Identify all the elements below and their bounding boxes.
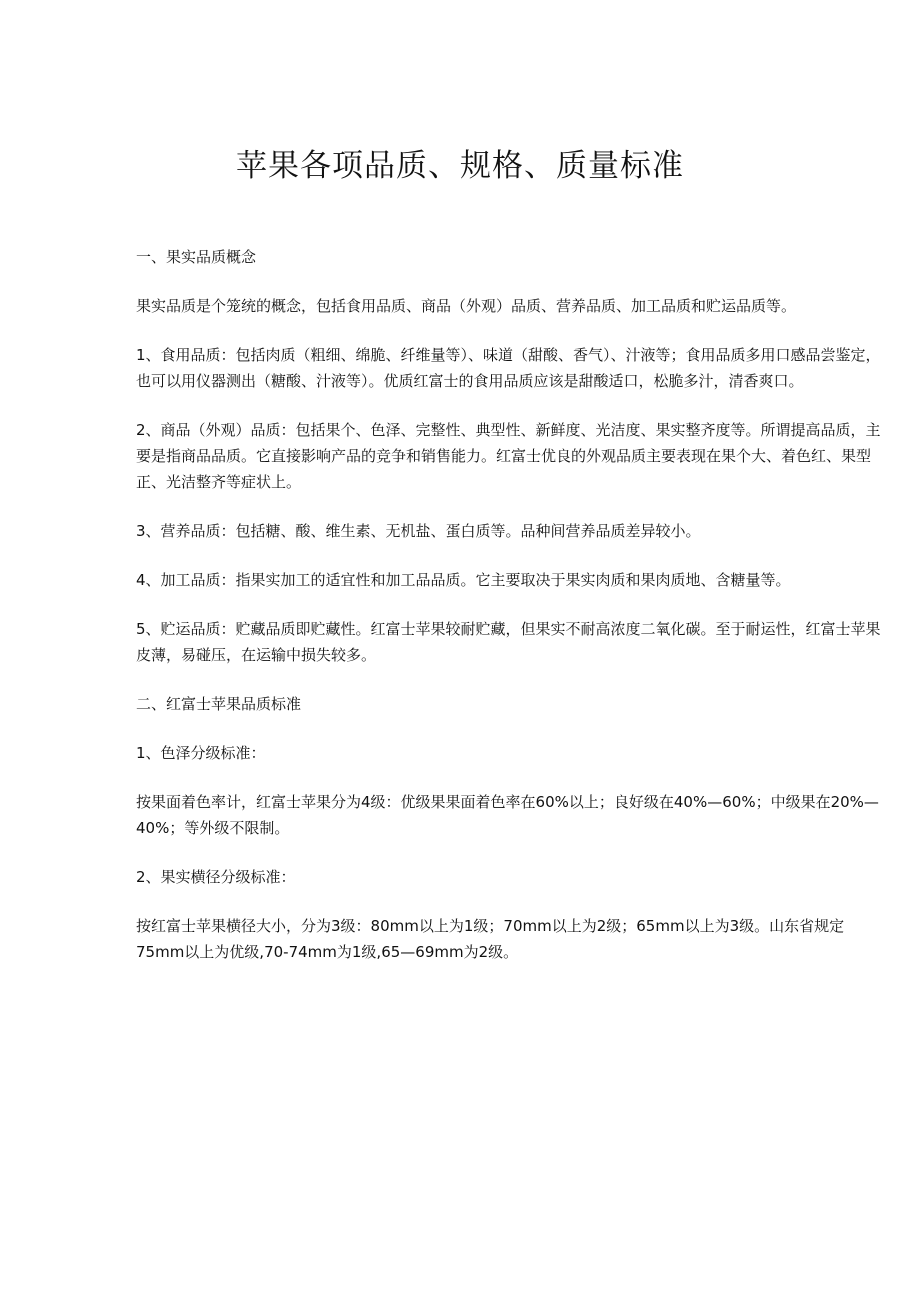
paragraph-color-grading: 按果面着色率计，红富士苹果分为4级：优级果果面着色率在60%以上；良好级在40%—60%；中级果在20%—40%；等外级不限制。: [136, 793, 879, 837]
paragraph-diameter-grading: 按红富士苹果横径大小，分为3级：80mm以上为1级；70mm以上为2级；65mm以上为3级。山东省规定75mm以上为优级,70-74mm为1级,65—69mm为2级。: [136, 917, 845, 961]
document-body: [136, 244, 881, 988]
paragraph-storage-quality: 5、贮运品质：贮藏品质即贮藏性。红富士苹果较耐贮藏，但果实不耐高浓度二氧化碳。至于耐运性，红富士苹果皮薄，易碰压，在运输中损失较多。: [136, 620, 881, 664]
section-heading-1: 一、果实品质概念: [136, 248, 257, 266]
subheading-color-grading: 1、色泽分级标准：: [136, 744, 266, 762]
subheading-diameter-grading: 2、果实横径分级标准：: [136, 868, 296, 886]
document-title: 苹果各项品质、规格、质量标准: [236, 148, 684, 184]
paragraph-intro: 果实品质是个笼统的概念，包括食用品质、商品（外观）品质、营养品质、加工品质和贮运品质等。: [136, 297, 797, 315]
paragraph-eating-quality: 1、食用品质：包括肉质（粗细、绵脆、纤维量等）、味道（甜酸、香气）、汁液等；食用品质多用口感品尝鉴定，也可以用仪器测出（糖酸、汁液等）。优质红富士的食用品质应该是甜酸适口，松脆多汁，清香爽口。: [136, 346, 881, 390]
paragraph-commercial-quality: 2、商品（外观）品质：包括果个、色泽、完整性、典型性、新鲜度、光洁度、果实整齐度等。所谓提高品质，主要是指商品品质。它直接影响产品的竞争和销售能力。红富士优良的外观品质主要表现在果个大、着色红、果型正、光洁整齐等症状上。: [136, 421, 881, 491]
paragraph-processing-quality: 4、加工品质：指果实加工的适宜性和加工品品质。它主要取决于果实肉质和果肉质地、含糖量等。: [136, 571, 791, 589]
paragraph-nutrition-quality: 3、营养品质：包括糖、酸、维生素、无机盐、蛋白质等。品种间营养品质差异较小。: [136, 522, 701, 540]
section-heading-2: 二、红富士苹果品质标准: [136, 695, 302, 713]
